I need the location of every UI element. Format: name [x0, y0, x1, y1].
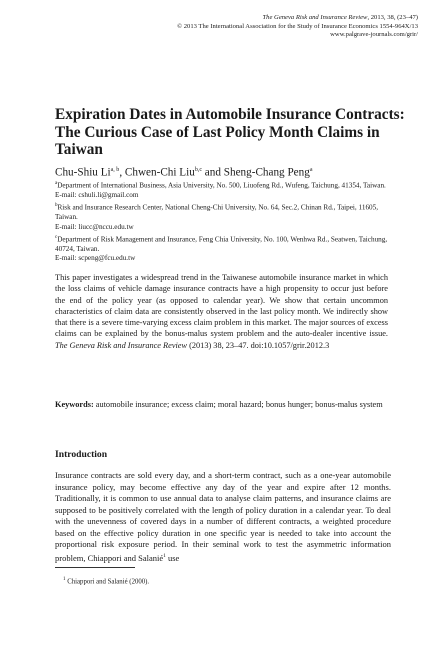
introduction-text: Insurance contracts are sold every day, and a short-term contract, such as a one-year automobile insurance policy, may become effective any day of the year and expire after 12 months. Traditionally, it is common to use annual data to analyse claim patterns, and insurance claims are supposed to be positively correlated with the length of policy duration in a calendar year. To deal with the unevenness of covered days in a number of different contracts, a weighted procedure based on the effective policy duration in one specific year is needed to take into account the proportional risk exposure period. In their seminal work to test the asymmetric information problem, Chiappori and Salanié	[55, 470, 391, 563]
author-list	[55, 164, 405, 180]
author-name: Chwen-Chi Liu	[124, 166, 195, 179]
section-heading-introduction: Introduction	[55, 449, 108, 460]
author-separator: ,	[119, 166, 125, 179]
journal-header	[98, 14, 418, 40]
abstract-citation-journal: The Geneva Risk and Insurance Review	[55, 340, 188, 350]
affiliation-email: E-mail: cshuli.li@gmail.com	[55, 191, 139, 200]
introduction-paragraph	[55, 470, 391, 564]
footnote-text: Chiappori and Salanié (2000).	[67, 578, 150, 586]
journal-volume: 2013, 38, (23–47)	[370, 14, 418, 21]
affiliation	[55, 233, 395, 265]
abstract-citation-details: (2013) 38, 23–47. doi:10.1057/grir.2012.3	[187, 340, 330, 350]
affiliation-text: Risk and Insurance Research Center, National Cheng-Chi University, No. 64, Sec.2, Chinan Rd., Taipei, 11605, Taiwan.	[55, 203, 379, 222]
author-name: Chu-Shiu Li	[55, 166, 111, 179]
author-name: Sheng-Chang Peng	[223, 166, 310, 179]
introduction-text-continued: use	[165, 552, 180, 563]
paper-title: Expiration Dates in Automobile Insurance Contracts: The Curious Case of Last Policy Month Claims in Taiwan	[55, 106, 405, 159]
journal-citation-line: The Geneva Risk and Insurance Review, 2013, 38, (23–47)	[262, 14, 418, 21]
journal-name: The Geneva Risk and Insurance Review	[262, 14, 368, 21]
affiliation-mark: c	[55, 234, 58, 240]
author-affiliation-marks: a, b	[110, 167, 120, 173]
affiliations	[55, 179, 395, 264]
affiliation-text: Department of Risk Management and Insurance, Feng Chia University, No. 100, Wenhwa Rd., Seatwen, Taichung, 40724, Taiwan.	[55, 234, 388, 253]
abstract	[55, 272, 388, 351]
footnote	[63, 575, 149, 586]
affiliation-email: E-mail: liucc@nccu.edu.tw	[55, 222, 134, 231]
affiliation-mark: a	[55, 181, 58, 186]
author-affiliation-marks: b,c	[194, 167, 202, 173]
keywords	[55, 399, 388, 410]
footnote-mark: 1	[63, 577, 66, 582]
footnote-reference[interactable]: 1	[163, 552, 166, 559]
footnote-divider	[55, 567, 135, 568]
author-affiliation-marks: a	[309, 167, 313, 173]
journal-copyright: © 2013 The International Association for the Study of Insurance Economics 1554-964X/13	[177, 22, 418, 30]
abstract-text: This paper investigates a widespread trend in the Taiwanese automobile insurance market in which the loss claims of vehicle damage insurance contracts have a high propensity to occur just before the end of the policy year (as opposed to calendar year). We show that certain uncommon characteristics of claim data are consistently observed in the last policy month. We indirectly show that there is a severe time-varying excess claim problem in this market. The major sources of excess claims can be explained by the bonus-malus system problem and the auto-dealer incentive issue.	[55, 273, 388, 339]
keywords-text: automobile insurance; excess claim; moral hazard; bonus hunger; bonus-malus system	[93, 400, 383, 409]
affiliation-text: Department of International Business, Asia University, No. 500, Liuofeng Rd., Wufeng, Taichung, 41354, Taiwan.	[57, 181, 386, 190]
author-separator: and	[202, 166, 224, 179]
affiliation-email: E-mail: scpeng@fcu.edu.tw	[55, 254, 136, 263]
journal-url: www.palgrave-journals.com/grir/	[330, 31, 418, 39]
keywords-label: Keywords:	[55, 400, 94, 409]
affiliation	[55, 179, 395, 201]
affiliation-mark: b	[55, 202, 58, 208]
affiliation	[55, 201, 395, 233]
